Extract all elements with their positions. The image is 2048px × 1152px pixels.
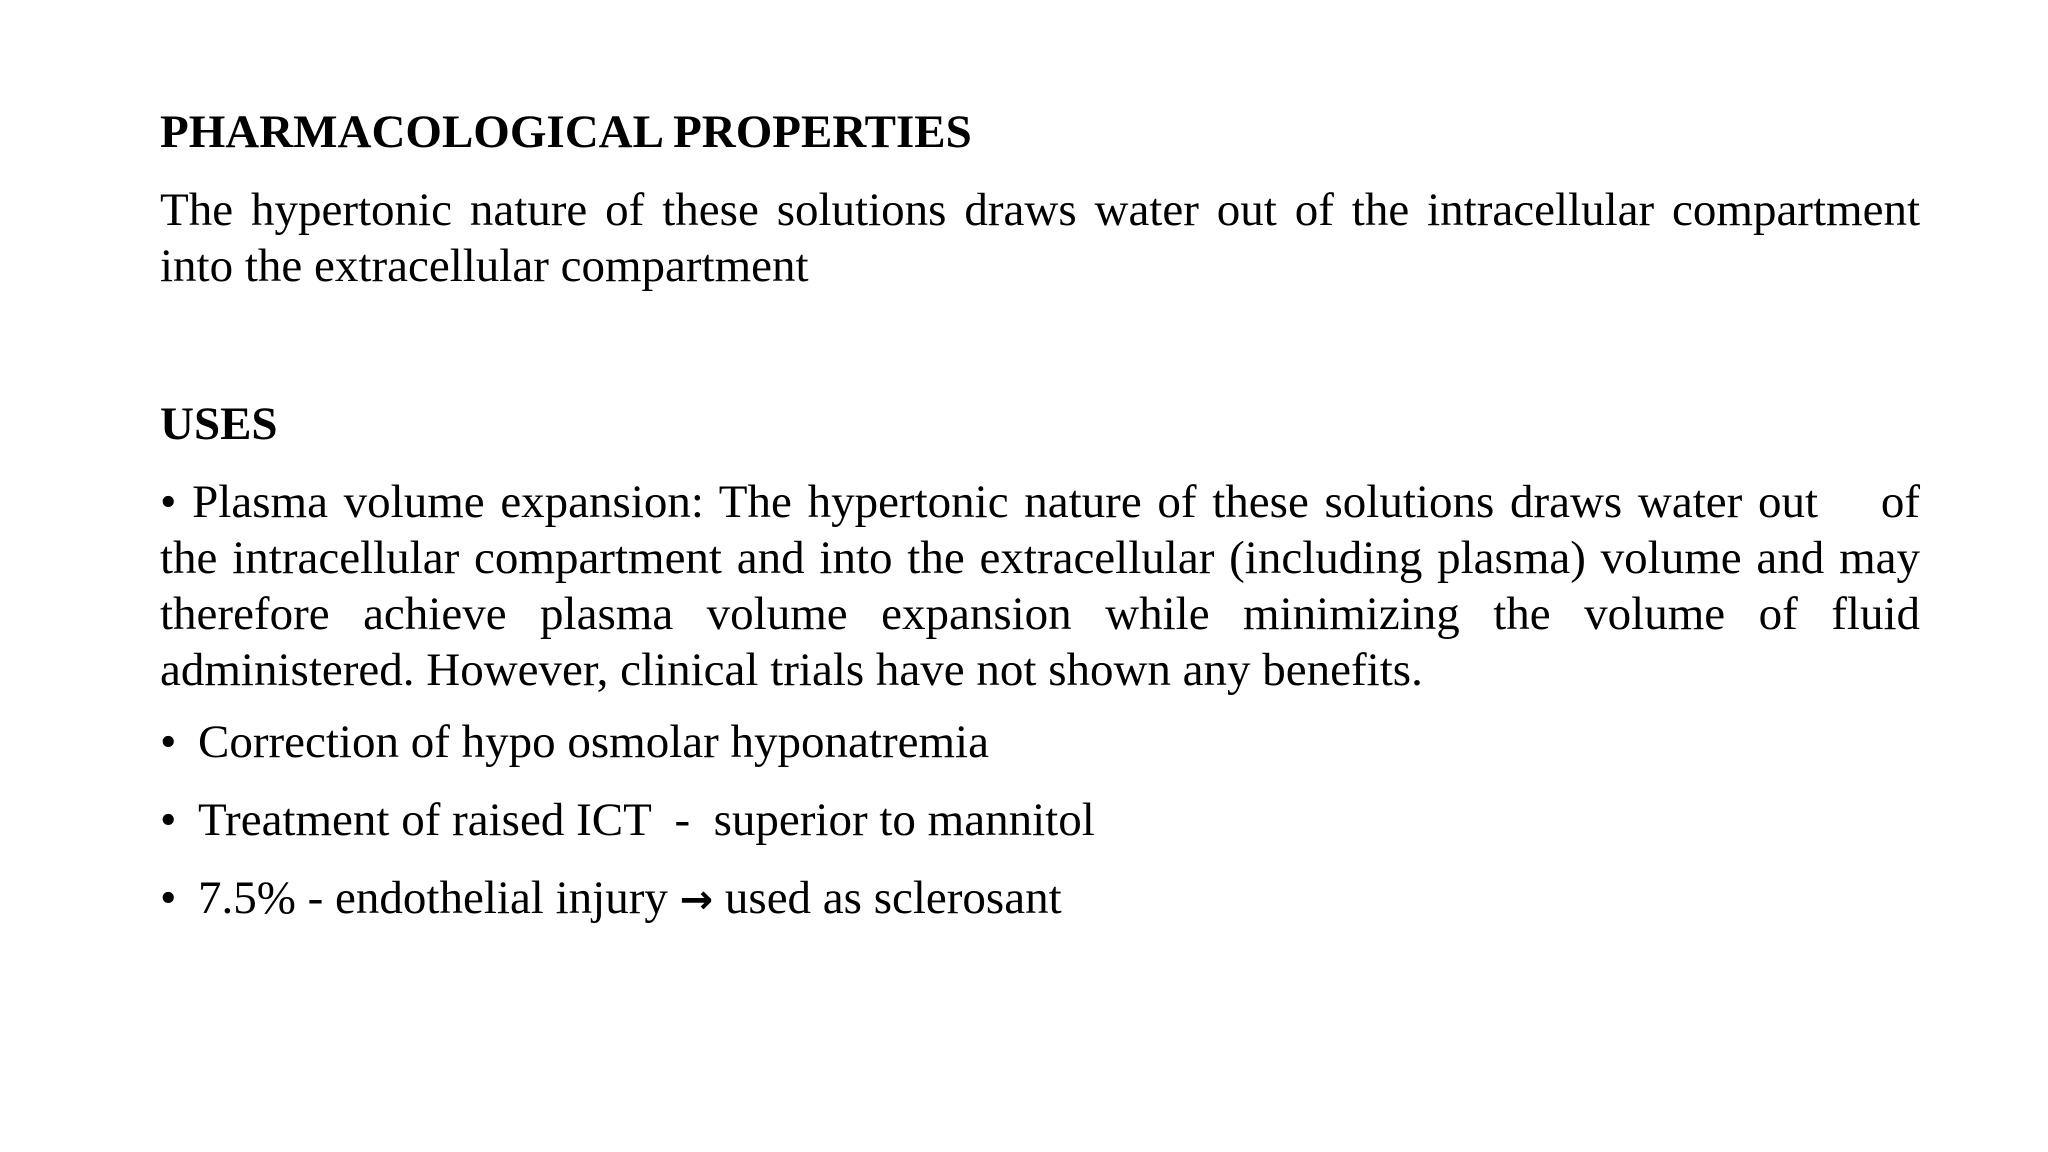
list-item	[160, 714, 1920, 770]
list-item-text-after: used as sclerosant	[713, 872, 1062, 924]
bullet-icon: •	[160, 872, 177, 924]
uses-list	[160, 714, 1920, 928]
plasma-volume-expansion-bullet	[160, 474, 1920, 698]
pharmacological-properties-heading: PHARMACOLOGICAL PROPERTIES	[160, 106, 972, 158]
slide-content	[160, 104, 1920, 928]
list-item	[160, 870, 1920, 928]
right-arrow-icon: →	[679, 877, 714, 923]
list-item	[160, 792, 1920, 848]
list-item-text-before: 7.5% - endothelial injury	[198, 872, 680, 924]
bullet-icon: •	[160, 716, 177, 768]
bullet-icon: •	[160, 794, 177, 846]
plasma-volume-expansion-text: Plasma volume expansion: The hypertonic nature of these solutions draws water out of the intracellular compartment and into the extracellular (including plasma) volume and may therefore achieve plasma volume expansion while minimizing the volume of fluid administered. However, clinical trials have not shown any benefits.	[160, 476, 1920, 696]
uses-heading: USES	[160, 398, 278, 450]
list-item-text: Correction of hypo osmolar hyponatremia	[198, 716, 989, 768]
bullet-icon: •	[160, 476, 177, 528]
list-item-text: Treatment of raised ICT - superior to mannitol	[198, 794, 1095, 846]
pharmacological-properties-text: The hypertonic nature of these solutions draws water out of the intracellular compartment into the extracellular compartment	[160, 184, 1920, 292]
